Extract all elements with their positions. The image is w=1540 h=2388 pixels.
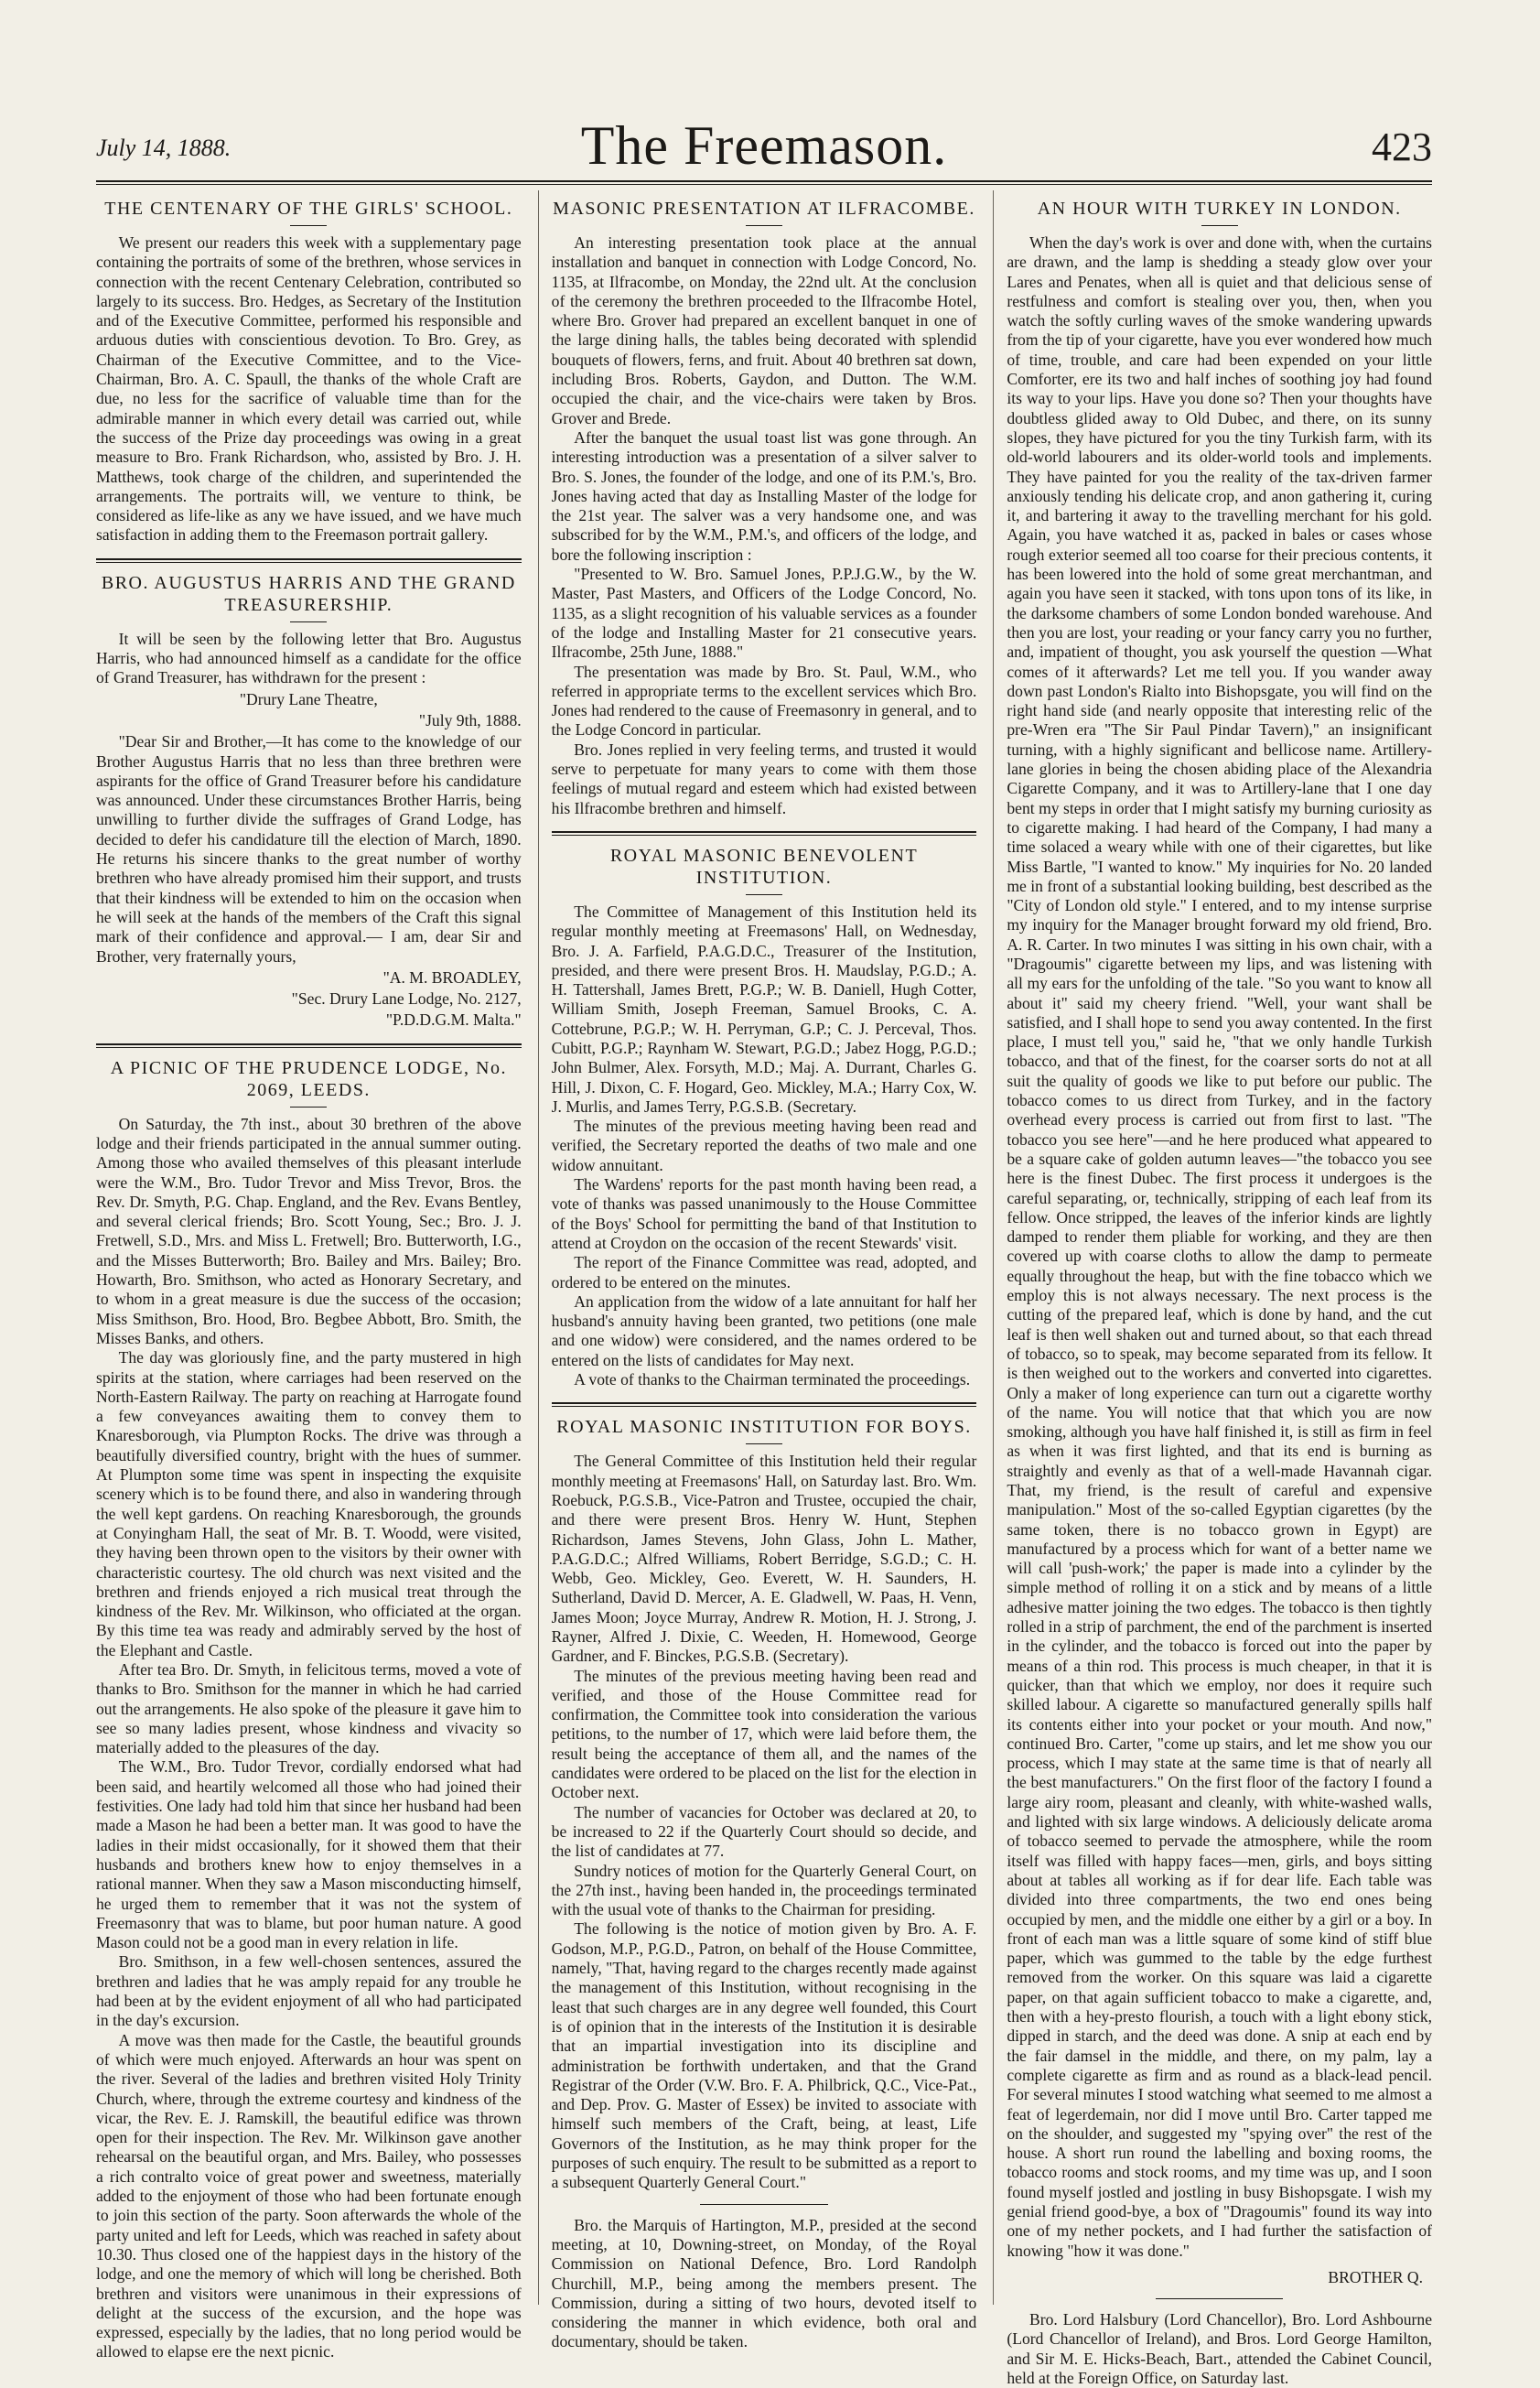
article-text: The minutes of the previous meeting having been read and verified, and those of the House Committee read for confirmation, the Committee took into consideration the various petitions, to the number of 17, which were laid before them, the result being the acceptance of them all, and the names of the candidates were ordered to be placed on the list for the election in October next.	[551, 1666, 977, 1802]
masthead	[96, 114, 1432, 178]
ilfracombe-headline: MASONIC PRESENTATION AT ILFRACOMBE.	[553, 199, 975, 219]
divider	[746, 894, 782, 895]
divider	[290, 225, 327, 226]
news-item: Bro. Lord Halsbury (Lord Chancellor), Bro. Lord Ashbourne (Lord Chancellor of Ireland), and Bros. Lord George Hamilton, and Sir M. E. Hicks-Beach, Bart., attended the Cabinet Council, held at the Foreign Office, on Saturday last.	[1007, 2310, 1433, 2388]
newspaper-title: The Freemason.	[580, 115, 948, 176]
article-text: A move was then made for the Castle, the beautiful grounds of which were much enjoyed. Afterwards an hour was spent on the river. Several of the ladies and brethren visited Holy Trinity Church, where, through the extreme courtesy and kindness of the vicar, the Rev. E. J. Ramskill, the beautiful edifice was thrown open for their inspection. The Rev. Mr. Wilkinson gave another rehearsal on the beautiful organ, and Mrs. Bailey, who possesses a rich contralto voice of great power and sweetness, materially added to the enjoyment of those who had been fortunate enough to join this section of the party. Soon afterwards the whole of the party united and left for Leeds, which was reached in safety about 10.30. Thus closed one of the happiest days in the history of the lodge, and one the memory of which will long be cherished. Both brethren and visitors were unanimous in their expressions of delight at the success of the excursion, and the hope was expressed, especially by the ladies, that no long period would be allowed to elapse ere the next picnic.	[96, 2030, 522, 2361]
article-text: "Presented to W. Bro. Samuel Jones, P.P.J.G.W., by the W. Master, Past Masters, and Officers of the Lodge Concord, No. 1135, as a slight recognition of his valuable services as a founder of the lodge and Installing Master for 21 consecutive years. Ilfracombe, 25th June, 1888."	[551, 565, 977, 662]
section-rule	[96, 1043, 522, 1048]
letter-signature: "A. M. BROADLEY,	[382, 967, 522, 987]
divider	[1156, 2298, 1283, 2299]
columns	[96, 190, 1433, 2388]
page-number: 423	[1372, 124, 1432, 169]
section-rule	[552, 1402, 977, 1407]
article-text: After the banquet the usual toast list was gone through. An interesting introduction was a presentation of a silver salver to Bro. S. Jones, the founder of the lodge, and one of its P.M.'s, Bro. Jones having acted that day as Installing Master of the lodge for the 21st year. The salver was a very handsome one, and was subscribed for by the W.M., P.M.'s, and officers of the lodge, and bore the following inscription :	[551, 427, 977, 564]
issue-date: July 14, 1888.	[96, 135, 232, 161]
article-text: The Committee of Management of this Institution held its regular monthly meeting at Freemasons' Hall, on Wednesday, Bro. J. A. Farfield, P.A.G.D.C., Treasurer of the Institution, presided, and there were present Bros. H. Maudslay, P.G.D.; A. H. Tattershall, James Brett, P.G.P.; W. B. Daniell, Hugh Cotter, William Smith, Joseph Freeman, Samuel Brooks, C. A. Cottebrune, P.G.P.; W. H. Perryman, G.P.; C. J. Perceval, Thos. Cubitt, P.G.P.; Raynham W. Stewart, P.G.D.; Jabez Hogg, P.G.D.; John Bulmer, Alex. Forsyth, M.D.; Maj. A. Durrant, Charles G. Hill, J. Dixon, C. F. Hogard, Geo. Mickley, M.A.; Harry Cox, W. J. Murlis, and James Terry, P.G.S.B. (Secretary.	[551, 902, 977, 1116]
divider	[1201, 225, 1238, 226]
article-text: The Wardens' reports for the past month having been read, a vote of thanks was passed unanimously to the House Committee of the Boys' School for permitting the band of that Institution to attend at Croydon on the occasion of the recent Stewards' visit.	[551, 1175, 977, 1252]
article-text: On Saturday, the 7th inst., about 30 brethren of the above lodge and their friends participated in the annual summer outing. Among those who availed themselves of this pleasant interlude were the W.M., Bro. Tudor Trevor and Miss Trevor, Bros. the Rev. Dr. Smyth, P.G. Chap. England, and the Rev. Evans Bentley, and several clerical friends; Bro. Scott Young, Sec.; Bro. J. J. Fretwell, S.D., Mrs. and Miss L. Fretwell; Bro. Butterworth, I.G., and the Misses Butterworth; Bro. Bailey and Mrs. Bailey; Bro. Howarth, Bro. Smithson, who acted as Honorary Secretary, and to whom in a great measure is due the success of the occasion; Miss Smithson, Bro. Hood, Bro. Begbee Abbott, Bro. Smith, the Misses Banks, and others.	[96, 1114, 522, 1347]
article-text: Bro. Smithson, in a few well-chosen sentences, assured the brethren and ladies that he was amply repaid for any trouble he had been at by the evident enjoyment of all who had participated in the day's excursion.	[96, 1952, 522, 2030]
letter-signature-line: "Sec. Drury Lane Lodge, No. 2127,	[291, 989, 522, 1009]
divider	[746, 225, 782, 226]
newspaper-page	[96, 114, 1433, 2388]
article-signature: BROTHER Q.	[1328, 2267, 1424, 2286]
rmbi-headline: ROYAL MASONIC BENEVOLENT INSTITUTION.	[609, 845, 919, 888]
article-text: The number of vacancies for October was declared at 20, to be increased to 22 if the Quarterly Court should so decide, and the list of candidates at 77.	[551, 1802, 977, 1861]
article-text: It will be seen by the following letter that Bro. Augustus Harris, who had announced himself as a candidate for the office of Grand Treasurer, has withdrawn for the present :	[96, 629, 522, 687]
article-text: The following is the notice of motion given by Bro. A. F. Godson, M.P., P.G.D., Patron, on behalf of the House Committee, namely, "That, having regard to the charges recently made against the management of this Institution, without recognising in the least that such charges are in any degree well founded, this Court is of opinion that in the interests of the Institution it is desirable that an impartial investigation into its discipline and administration be forthwith undertaken, and that the Grand Registrar of the Order (V.W. Bro. F. A. Philbrick, Q.C., Vice-Pat., and Dep. Prov. G. Master of Essex) be invited to associate with himself such members of the Craft, being, at least, Life Governors of the Institution, as he may think proper for the purposes of such enquiry. The result to be submitted as a report to a subsequent Quarterly General Court."	[551, 1919, 977, 2192]
girls-school-headline: THE CENTENARY OF THE GIRLS' SCHOOL.	[104, 199, 513, 219]
article-text: The presentation was made by Bro. St. Paul, W.M., who referred in appropriate terms to the excellent services which Bro. Jones had rendered to the cause of Freemasonry in general, and to the Lodge Concord in particular.	[551, 662, 977, 740]
article-text: We present our readers this week with a supplementary page containing the portraits of some of the brethren, whose services in connection with the recent Centenary Celebration, contributed so largely to its success. Bro. Hedges, as Secretary of the Institution and of the Executive Committee, performed his responsible and arduous duties with conscientious devotion. To Bro. Grey, as Chairman of the Executive Committee, and to the Vice-Chairman, Bro. A. C. Spaull, the thanks of the whole Craft are due, no less for the sacrifice of valuable time than for the admirable manner in which every detail was carried out, while the success of the Prize day proceedings was owing in a great measure to Bro. Frank Richardson, who, assisted by Bro. J. H. Matthews, took charge of the children, and superintended the arrangements. The portraits will, we venture to think, be considered as life-like as any we have issued, and we have much satisfaction in adding them to the Freemason portrait gallery.	[96, 233, 522, 545]
article-text: The day was gloriously fine, and the party mustered in high spirits at the station, where carriages had been reserved on the North-Eastern Railway. The party on reaching at Harrogate found a few conveyances awaiting them to convey them to Knaresborough, via Plumpton Rocks. The drive was through a beautifully diversified country, bright with the hues of summer. At Plumpton some time was spent in inspecting the exquisite scenery which is to be found there, and also in wandering through the well kept gardens. On reaching Knaresborough, the grounds at Conyingham Hall, the seat of Mr. B. T. Woodd, were visited, they having been thrown open to the visitors by their owner with characteristic courtesy. The old church was next visited and the brethren and friends enjoyed a rich musical treat through the kindness of the Rev. Mr. Wilkinson, who officiated at the organ. By this time tea was ready and admirably served by the host of the Elephant and Castle.	[96, 1348, 522, 1659]
letter-signature-line: "P.D.D.G.M. Malta."	[385, 1010, 522, 1030]
turkey-headline: AN HOUR WITH TURKEY IN LONDON.	[1037, 199, 1402, 219]
masthead-rule	[96, 180, 1432, 185]
article-text: A vote of thanks to the Chairman terminated the proceedings.	[574, 1370, 971, 1389]
divider	[746, 1443, 782, 1444]
article-text: Sundry notices of motion for the Quarterly General Court, on the 27th inst., having been handed in, the proceedings terminated with the usual vote of thanks to the Chairman for presiding.	[551, 1861, 977, 1919]
section-rule	[96, 558, 522, 563]
divider	[290, 621, 327, 622]
news-item: Bro. the Marquis of Hartington, M.P., presided at the second meeting, at 10, Downing-street, on Monday, of the Royal Commission on National Defence, Bro. Lord Randolph Churchill, M.P., being among the members present. The Commission, during a sitting of two hours, devoted itself to considering the manner in which evidence, both oral and documentary, should be taken.	[551, 2215, 977, 2351]
article-text: After tea Bro. Dr. Smyth, in felicitous terms, moved a vote of thanks to Bro. Smithson for the manner in which he had carried out the arrangements. He also spoke of the pleasure it gave him to see so many ladies present, whose kindness and vivacity so materially added to the pleasures of the day.	[96, 1660, 522, 1757]
article-text: The report of the Finance Committee was read, adopted, and ordered to be entered on the minutes.	[551, 1253, 977, 1291]
section-rule	[552, 831, 977, 836]
column-1	[96, 190, 522, 2361]
article-text: The W.M., Bro. Tudor Trevor, cordially endorsed what had been said, and heartily welcomed all those who had joined their festivities. One lady had told him that since her husband had been made a Mason he had been a better man. It was good to have the ladies in their midst occasionally, for it showed them that their husbands and brothers knew how to enjoy themselves in a rational manner. When they saw a Mason misconducting himself, he urged them to remember that it was not the system of Freemasonry that was to blame, but poor human nature. A good Mason could not be a good man in every relation in life.	[96, 1757, 522, 1952]
article-text: An application from the widow of a late annuitant for half her husband's annuity having been granted, two petitions (one male and one widow) were considered, and the names ordered to be entered on the lists of candidates for May next.	[551, 1291, 977, 1369]
column-2	[538, 190, 977, 2351]
divider	[290, 1107, 327, 1108]
divider	[700, 2204, 827, 2205]
article-text: The General Committee of this Institution held their regular monthly meeting at Freemasons' Hall, on Saturday last. Bro. Wm. Roebuck, P.G.S.B., Vice-Patron and Trustee, occupied the chair, and there were present Bros. Henry W. Hunt, Stephen Richardson, James Stevens, John Glass, John L. Mather, P.A.G.D.C.; Alfred Williams, Robert Berridge, S.G.D.; C. H. Webb, Geo. Mickley, Geo. Everett, W. H. Saunders, H. Sutherland, David D. Mercer, A. E. Gladwell, W. Paas, H. Venn, James Moon; Joyce Murray, Andrew R. Motion, H. J. Strong, J. Rayner, Alfred J. Dixie, C. Weeden, H. Homewood, George Gardner, and F. Binckes, P.G.S.B. (Secretary).	[551, 1452, 977, 1666]
column-3	[993, 190, 1433, 2388]
letter-address: "Drury Lane Theatre,	[239, 689, 378, 708]
article-text: An interesting presentation took place at the annual installation and banquet in connection with Lodge Concord, No. 1135, at Ilfracombe, on Monday, the 22nd ult. At the conclusion of the ceremony the brethren proceeded to the Ilfracombe Hotel, where Bro. Grover had prepared an excellent banquet in one of the large dining halls, the tables being decorated with splendid bouquets of flowers, ferns, and fruit. About 40 brethren sat down, including Bros. Roberts, Gaydon, and Dutton. The W.M. occupied the chair, and the vice-chairs were taken by Bros. Grover and Brede.	[551, 233, 977, 427]
article-text: The minutes of the previous meeting having been read and verified, the Secretary reported the deaths of two male and one widow annuitant.	[551, 1117, 977, 1174]
harris-headline: BRO. AUGUSTUS HARRIS AND THE GRAND TREASURERSHIP.	[101, 572, 516, 615]
article-text: Bro. Jones replied in very feeling terms, and trusted it would serve to perpetuate for many years to come with them those feelings of mutual regard and esteem which had existed between his Ilfracombe brethren and himself.	[551, 740, 977, 817]
boys-headline: ROYAL MASONIC INSTITUTION FOR BOYS.	[556, 1417, 972, 1438]
letter-date: "July 9th, 1888.	[418, 710, 522, 729]
article-text: When the day's work is over and done with, when the curtains are drawn, and the lamp is shedding a steady glow over your Lares and Penates, when all is quiet and that delicious sense of restfulness and comfort is stealing over you, then, when you watch the softly curling waves of the smoke wandering upwards from the tip of your cigarette, have you ever wondered how much of time, trouble, and care had been expended on your little Comforter, ere its two and half inches of soothing joy had found its way to your lips. Have you done so? Then your thoughts have doubtless glided away to Old Dubec, and there, on its sunny slopes, they have pictured for you the tiny Turkish farm, with its old-world labourers and its older-world tools and implements. They have painted for you the reality of the tax-driven farmer anxiously tending his delicate crop, and anon gathering it, curing it, and bartering it away to the travelling merchant for his gold. Again, you have watched it as, packed in bales or cases whose rough exterior seemed all too coarse for their precious contents, it has been lowered into the hold of some great merchantman, and again you have seen it stacked, with tons upon tons of its like, in the darksome chambers of some London bonded warehouse. And then you are lost, your reading or your fancy carry you no further, and, impatient of thought, you ask yourself the question —What comes of it afterwards? Let me tell you. If you wander away down past London's Rialto into Bishopsgate, you will find on the right hand side (and nearly opposite that interesting relic of the pre-Wren era "The Sir Paul Pindar Tavern)," an insignificant turning, with a highly significant and bellicose name. Artillery-lane glories in being the chosen abiding place of the Alexandria Cigarette Company, and it was to Artillery-lane that I one day bent my steps in order that I might satisfy my burning curiosity as to cigarette making. I had heard of the Company, I had many a time solaced a weary while with one of their cigarettes, but like Miss Bartle, "I wanted to know." My inquiries for No. 20 landed me in front of a substantial looking building, best described as the "City of London old style." I entered, and to my intense surprise my inquiry for the Manager brought forward my old friend, Bro. A. R. Carter. In two minutes I was sitting in his own chair, with a "Dragoumis" cigarette between my lips, and was listening with all my ears for the unfolding of the tale. "So you want to know all about it" said my cheery friend. "Well, your want shall be satisfied, and I shall hope to send you away contented. In the first place, I must tell you," said he, "that we only handle Turkish tobacco, and that of the finest, for the coarser sorts do not at all suit the quality of goods we like to put before our public. The tobacco comes to us direct from Turkey, and in the factory overhead every process is carried out from first to last. "The tobacco you see here"—and he here produced what appeared to be a square cake of golden autumn leaves—"the tobacco you see here is the finest Dubec. The first process it undergoes is the careful separating, or, technically, stripping of each leaf from its fellow. Once stripped, the leaves of the inferior kinds are lightly damped to render them pliable for working, and they are then covered up with coarse cloths to allow the damp to permeate equally throughout the heap, but with the fine tobacco which we employ this is not always necessary. The next process is the cutting of the prepared leaf, which is done by hand, and the cut leaf is then well shaken out and turned about, so that each thread of tobacco, so to speak, may become separated from its fellow. It is then weighed out to the workers and converted into cigarettes. Only a maker of long experience can turn out a cigarette worthy of the name. You will notice that that which you are now smoking, although you have half finished it, is still as firm in feel as when it was first lighted, and that its end is burning as straightly and evenly as that of a well-made Havannah cigar. That, my friend, is the result of careful and expensive manipulation." Most of the so-called Egyptian cigarettes (by the same token, there is no tobacco grown in Egypt) are manufactured by a process which for want of a better name we will call 'push-work;' the paper is made into a cylinder by the simple method of rolling it on a stick and by means of a little adhesive matter joining the two edges. The tobacco is then tightly rolled in a strip of parchment, the end of the parchment is inserted in the cylinder, and the tobacco is forced out into the paper by means of a thin rod. This process is much cheaper, in that it is quicker, than that which we employ, nor does it require such skilled labour. A cigarette so manufactured generally spills half its contents either into your pocket or your mouth. And now," continued Bro. Carter, "come up stairs, and let me show you our process, which I may state at the same time is that of nearly all the best manufacturers." On the first floor of the factory I found a large airy room, pleasant and cleanly, with white-washed walls, and lighted with six large windows. A deliciously delicate aroma of tobacco seemed to pervade the atmosphere, while the room itself was filled with happy faces—men, girls, and boys sitting about at tables all working as if for dear life. Each table was divided into three compartments, the two end ones being occupied by men, and the middle one either by a girl or a boy. In front of each man was a little square of some kind of stiff blue paper, which was gummed to the table by the edge furthest removed from the worker. On this square was laid a cigarette paper, on that again sufficient tobacco to make a cigarette, and, then with a hey-presto flourish, a touch with a light ebony stick, dipped in starch, and the deed was done. A snip at each end by the fair damsel in the middle, and there, on my palm, lay a complete cigarette as firm and as round as a black-lead pencil. For several minutes I stood watching what seemed to me almost a feat of legerdemain, nor did I move until Bro. Carter tapped me on the shoulder, and suggested my "spying over" the rest of the house. A short run round the labelling and boxing rooms, the tobacco rooms and stock rooms, and my time was up, and I soon found myself jostled and jostling in busy Bishopsgate. I wish my genial friend good-bye, a box of "Dragoumis" found its way into one of my nether pockets, and I had further the satisfaction of knowing "how it was done."	[1007, 233, 1433, 2260]
letter-body: "Dear Sir and Brother,—It has come to the knowledge of our Brother Augustus Harris that no less than three brethren were aspirants for the office of Grand Treasurer before his candidature was announced. Under these circumstances Brother Harris, being unwilling to further divide the suffrages of Grand Lodge, has decided to defer his candidature till the election of March, 1890. He returns his sincere thanks to the great number of worthy brethren who have already promised him their support, and trusts that their kindness will be extended to him on the occasion when he will seek at the hands of the members of the Craft this signal mark of their confidence and approval.— I am, dear Sir and Brother, very fraternally yours,	[96, 732, 522, 966]
picnic-headline: A PICNIC OF THE PRUDENCE LODGE, No. 2069, LEEDS.	[110, 1057, 507, 1100]
